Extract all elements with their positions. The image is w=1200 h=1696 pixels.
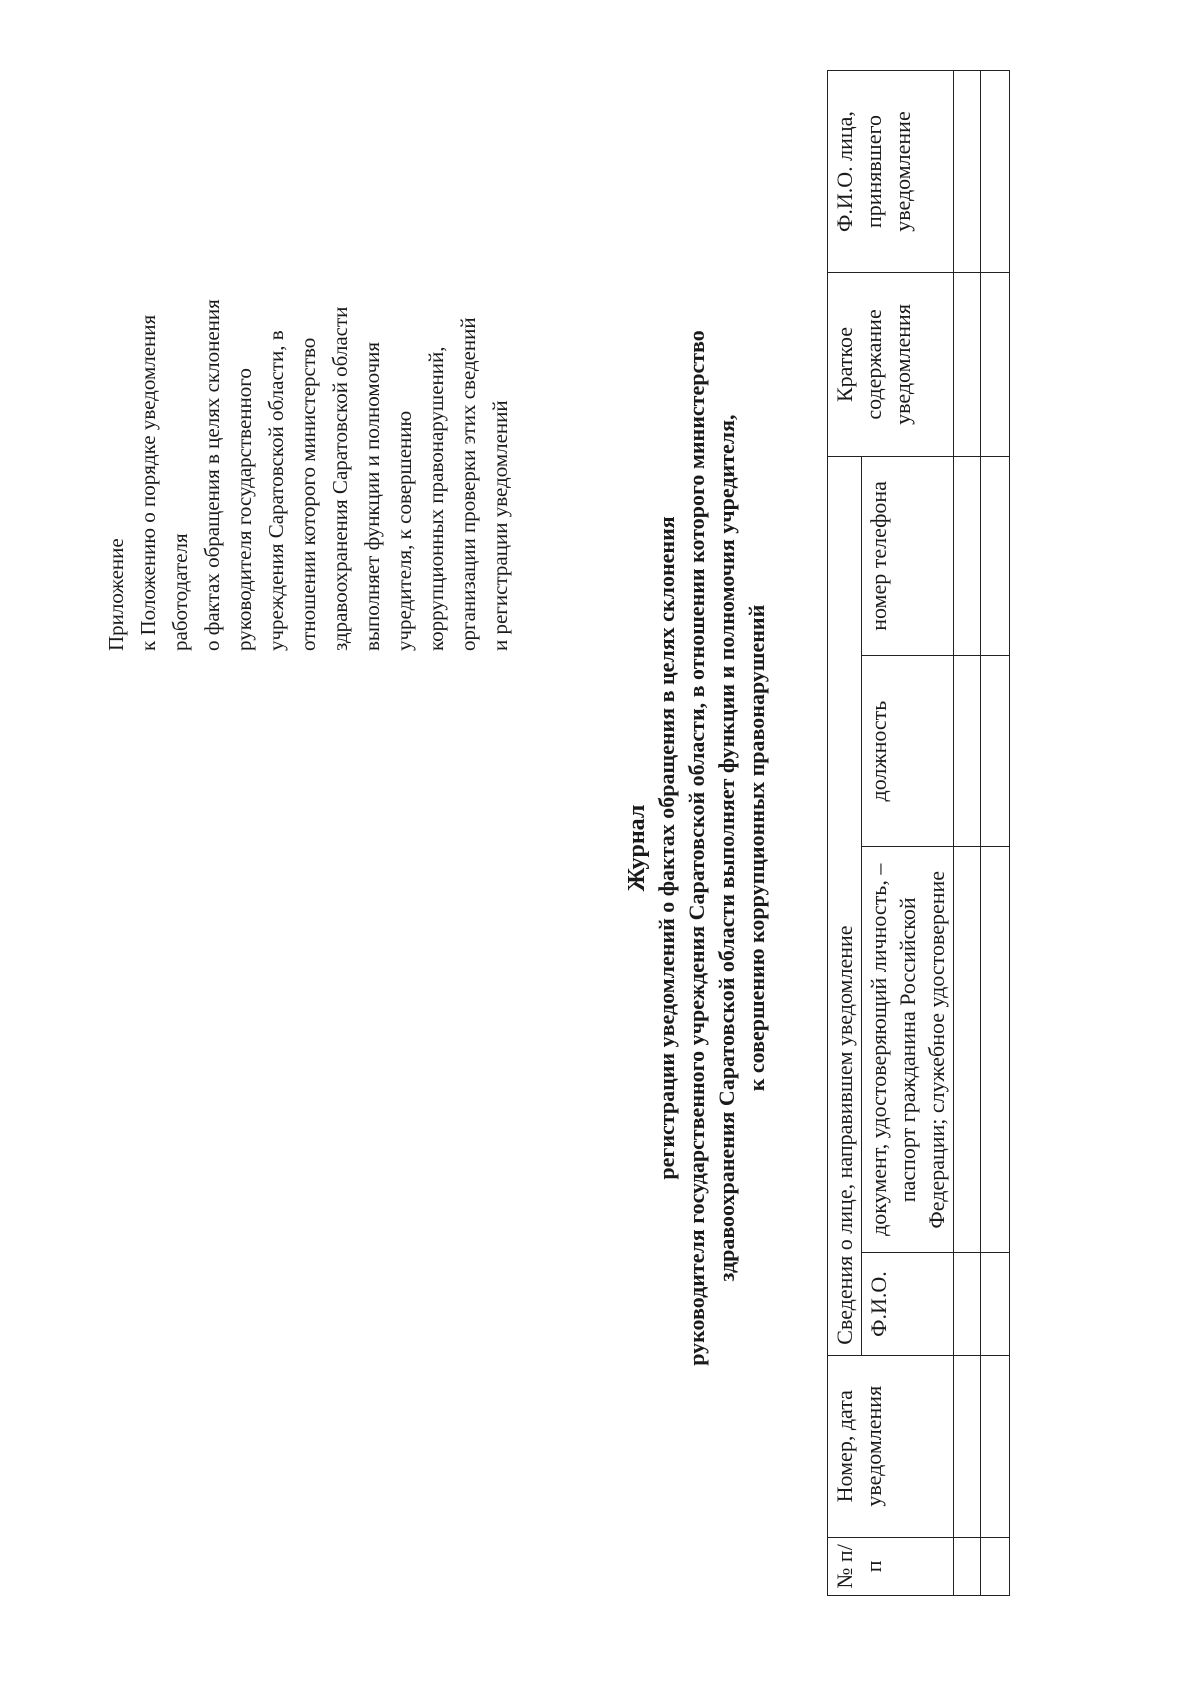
table-cell [954, 1537, 981, 1595]
appendix-line: Приложение [104, 538, 128, 651]
appendix-line: коррупционных правонарушений, [424, 346, 448, 651]
header-no: № п/п [828, 1537, 954, 1595]
appendix-line: организации проверки этих сведений [456, 317, 480, 651]
title-line: руководителя государственного учреждения Саратовской области, в отношении которого министерство [684, 330, 709, 1366]
table-row [954, 71, 981, 1596]
header-summary: Краткое содержание уведомления [828, 273, 954, 457]
header-fio: Ф.И.О. [862, 1253, 954, 1355]
appendix-line: к Положению о порядке уведомления [136, 314, 160, 651]
appendix-line: отношении которого министерство [296, 337, 320, 651]
table-cell [981, 655, 1010, 846]
title-line: к совершению коррупционных правонарушений [744, 604, 769, 1092]
table-cell [954, 655, 981, 846]
appendix-note [100, 51, 516, 651]
header-sender-group: Сведения о лице, направившем уведомление [828, 456, 862, 1355]
header-number-date: Номер, дата уведомления [828, 1355, 954, 1537]
table-cell [981, 1537, 1010, 1595]
table-cell [954, 456, 981, 655]
header-document: документ, удостоверяющий личность, – паспорт гражданина Российской Федерации; служебное удостоверение [862, 847, 954, 1253]
header-receiver: Ф.И.О. лица, принявшего уведомление [828, 71, 954, 273]
appendix-line: учредителя, к совершению [392, 410, 416, 651]
table-row [981, 71, 1010, 1596]
appendix-line: и регистрации уведомлений [488, 400, 512, 651]
title-line: здравоохранения Саратовской области выполняет функции и полномочия учредителя, [714, 414, 739, 1282]
table-header-row [828, 71, 862, 1596]
header-position: должность [862, 655, 954, 846]
table-cell [954, 1355, 981, 1537]
table-cell [954, 847, 981, 1253]
document-title [622, 0, 772, 1696]
appendix-line: руководителя государственного [232, 368, 256, 651]
table-cell [981, 847, 1010, 1253]
title-heading: Журнал [624, 804, 650, 892]
appendix-line: работодателя [168, 533, 192, 651]
appendix-line: учреждения Саратовской области, в [264, 330, 288, 651]
table-cell [981, 1253, 1010, 1355]
table-cell [954, 273, 981, 457]
table-cell [981, 71, 1010, 273]
header-phone: номер телефона [862, 456, 954, 655]
table-cell [954, 1253, 981, 1355]
appendix-line: о фактах обращения в целях склонения [200, 299, 224, 651]
appendix-line: здравоохранения Саратовской области [328, 306, 352, 651]
table-cell [981, 273, 1010, 457]
appendix-line: выполняет функции и полномочия [360, 341, 384, 651]
table-cell [981, 456, 1010, 655]
title-line: регистрации уведомлений о фактах обращения в целях склонения [654, 516, 679, 1180]
table-cell [954, 71, 981, 273]
journal-table [827, 70, 1010, 1596]
table-cell [981, 1355, 1010, 1537]
